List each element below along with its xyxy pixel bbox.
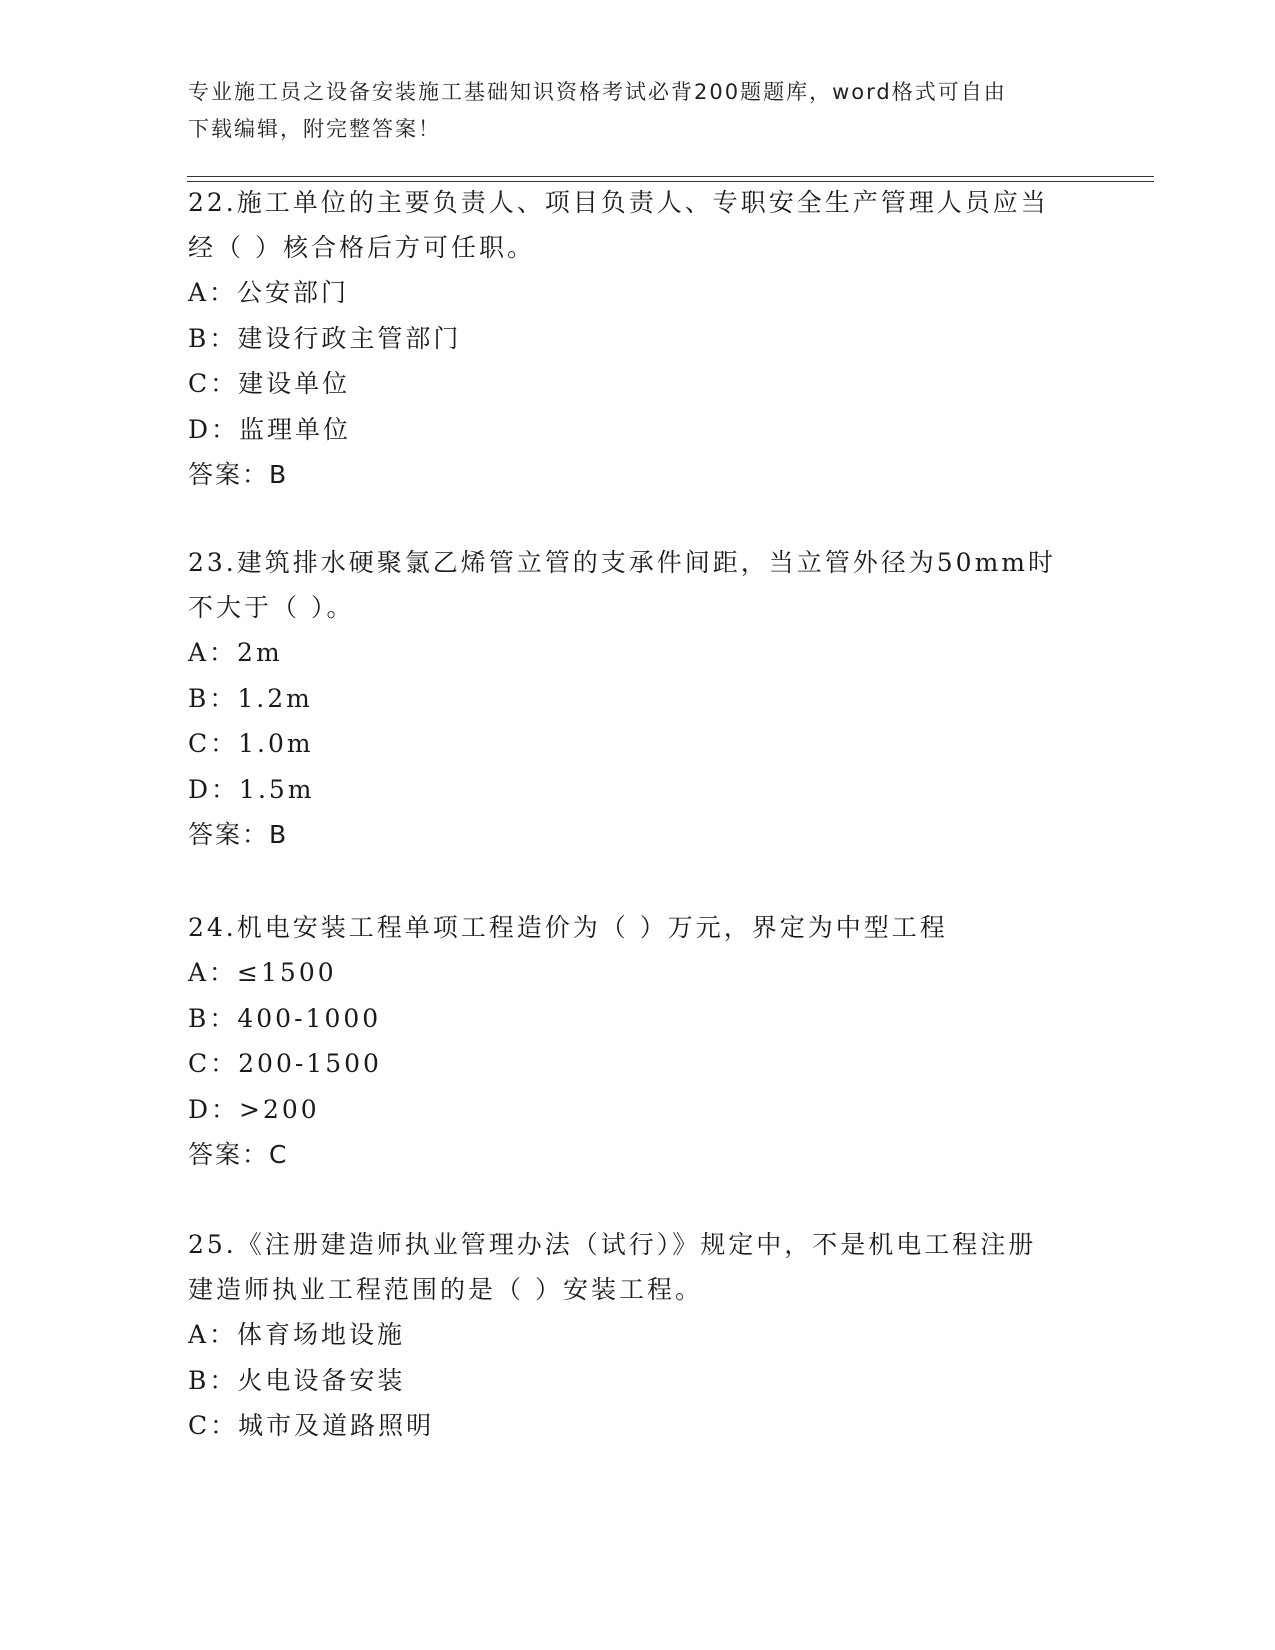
question-25 (188, 1222, 1088, 1449)
question-24 (188, 905, 1088, 1177)
question-stem-line-2: 经（ ）核合格后方可任职。 (188, 233, 535, 262)
option-a: A：公安部门 (188, 278, 350, 307)
question-23 (188, 540, 1088, 857)
answer-line: 答案：B (188, 820, 289, 849)
option-a: A：≤1500 (188, 958, 337, 987)
question-stem-line-2: 不大于（ ）。 (188, 593, 355, 622)
option-a: A：2m (188, 638, 283, 667)
option-c: C：建设单位 (188, 369, 351, 398)
answer-line: 答案：C (188, 1140, 289, 1169)
option-d: D：1.5m (188, 774, 315, 804)
question-stem-line-1: 23.建筑排水硬聚氯乙烯管立管的支承件间距，当立管外径为50mm时 (188, 548, 1056, 577)
option-b: B：1.2m (188, 683, 313, 713)
question-22 (188, 180, 1088, 497)
header-title-line-2: 下载编辑，附完整答案！ (188, 117, 441, 141)
option-a: A：体育场地设施 (188, 1320, 406, 1349)
option-d: D：>200 (188, 1094, 320, 1124)
document-header (188, 74, 1068, 148)
answer-line: 答案：B (188, 460, 289, 489)
option-b: B：400-1000 (188, 1003, 382, 1033)
header-divider-top (187, 176, 1154, 177)
option-c: C：城市及道路照明 (188, 1411, 435, 1440)
question-stem-line-1: 24.机电安装工程单项工程造价为（ ）万元，界定为中型工程 (188, 913, 948, 942)
option-b: B：火电设备安装 (188, 1365, 406, 1395)
option-d: D：监理单位 (188, 414, 352, 444)
option-b: B：建设行政主管部门 (188, 323, 462, 353)
question-stem-line-2: 建造师执业工程范围的是（ ）安装工程。 (188, 1275, 703, 1304)
question-stem-line-1: 25.《注册建造师执业管理办法（试行）》规定中，不是机电工程注册 (188, 1230, 1037, 1259)
option-c: C：1.0m (188, 729, 314, 758)
header-title-line-1: 专业施工员之设备安装施工基础知识资格考试必背200题题库，word格式可自由 (188, 80, 1007, 104)
option-c: C：200-1500 (188, 1049, 382, 1078)
question-stem-line-1: 22.施工单位的主要负责人、项目负责人、专职安全生产管理人员应当 (188, 188, 1049, 217)
